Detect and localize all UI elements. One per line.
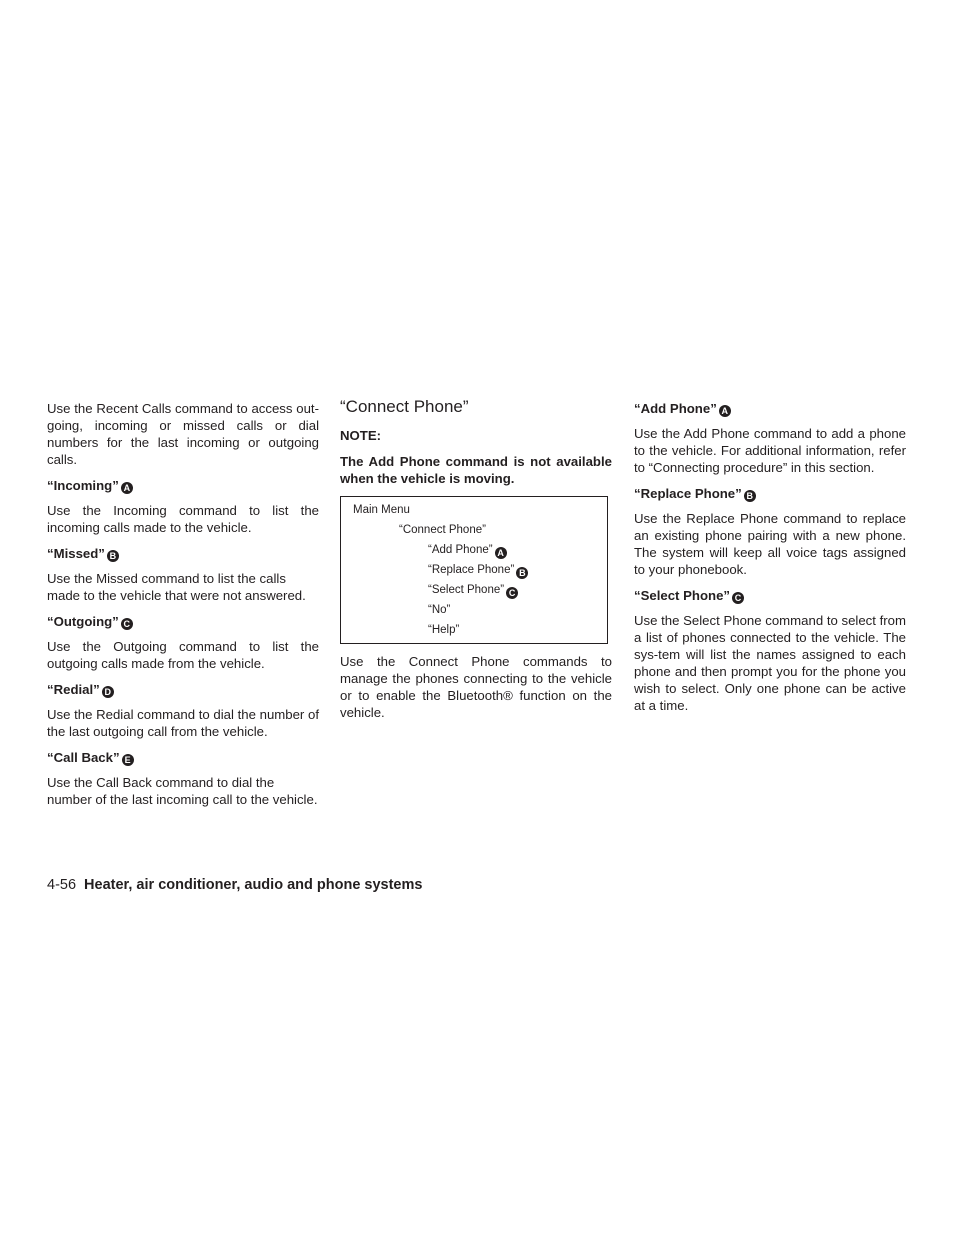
menu-root — [353, 504, 607, 517]
heading-add-phone — [634, 400, 906, 417]
heading-add-phone-text: “Add Phone” — [634, 401, 717, 416]
page-number: 4-56 — [47, 877, 77, 893]
heading-missed — [47, 545, 319, 562]
add-phone-body: Use the Add Phone command to add a phone to the vehicle. For additional information, refer to “Connecting procedure” in this section. — [634, 426, 906, 475]
note-label: NOTE: — [340, 428, 382, 443]
menu-item-no — [353, 604, 607, 617]
recent-calls-intro: Use the Recent Calls command to access out-going, incoming or missed calls or dial numbers for the last incoming or outgoing calls. — [47, 401, 319, 467]
callout-c-icon: C — [732, 592, 744, 604]
menu-item-label: “No” — [428, 604, 451, 616]
menu-item-label: “Help” — [428, 624, 460, 636]
heading-select-phone-text: “Select Phone” — [634, 588, 731, 603]
callout-e-icon: E — [122, 754, 134, 766]
column-recent-calls — [47, 400, 319, 817]
callout-c-icon: C — [506, 587, 518, 599]
redial-body: Use the Redial command to dial the number of the last outgoing call from the vehicle. — [47, 707, 319, 739]
heading-call-back — [47, 749, 319, 766]
heading-redial-text: “Redial” — [47, 682, 100, 697]
menu-sub — [353, 524, 607, 537]
heading-outgoing-text: “Outgoing” — [47, 614, 119, 629]
call-back-body: Use the Call Back command to dial the number of the last incoming call to the vehicle. — [47, 775, 318, 807]
callout-b-icon: B — [516, 567, 528, 579]
callout-b-icon: B — [107, 550, 119, 562]
heading-replace-phone — [634, 485, 906, 502]
heading-missed-text: “Missed” — [47, 546, 105, 561]
callout-b-icon: B — [744, 490, 756, 502]
callout-c-icon: C — [121, 618, 133, 630]
heading-incoming — [47, 477, 319, 494]
callout-a-icon: A — [495, 547, 507, 559]
column-connect-phone — [340, 397, 612, 730]
select-phone-body: Use the Select Phone command to select from a list of phones connected to the vehicle. The sys-tem will list the names assigned to each phone and then prompt you for the phone you wish to select. Only one phone can be active at a time. — [634, 613, 906, 713]
heading-select-phone — [634, 587, 906, 604]
replace-phone-body: Use the Replace Phone command to replace an existing phone pairing with a new phone. The system will keep all voice tags assigned to your phonebook. — [634, 511, 906, 577]
heading-call-back-text: “Call Back” — [47, 750, 120, 765]
heading-outgoing — [47, 613, 319, 630]
menu-item-replace-phone — [353, 564, 607, 577]
heading-replace-phone-text: “Replace Phone” — [634, 486, 742, 501]
menu-item-add-phone — [353, 544, 607, 557]
menu-item-help — [353, 624, 607, 637]
note-body: The Add Phone command is not available when the vehicle is moving. — [340, 454, 612, 486]
page-footer — [47, 877, 422, 893]
menu-root-label: Main Menu — [353, 504, 410, 516]
menu-item-label: “Replace Phone” — [428, 564, 515, 576]
menu-item-select-phone — [353, 584, 607, 597]
callout-a-icon: A — [719, 405, 731, 417]
heading-incoming-text: “Incoming” — [47, 478, 119, 493]
callout-a-icon: A — [121, 482, 133, 494]
section-title: “Connect Phone” — [340, 397, 469, 416]
heading-redial — [47, 681, 319, 698]
menu-item-label: “Add Phone” — [428, 544, 493, 556]
connect-phone-body: Use the Connect Phone commands to manage the phones connecting to the vehicle or to enable the Bluetooth® function on the vehicle. — [340, 654, 612, 720]
menu-sub-label: “Connect Phone” — [399, 524, 486, 536]
chapter-title: Heater, air conditioner, audio and phone systems — [84, 877, 423, 893]
voice-menu-tree — [340, 496, 608, 644]
menu-item-label: “Select Phone” — [428, 584, 505, 596]
missed-body: Use the Missed command to list the calls made to the vehicle that were not answered. — [47, 571, 306, 603]
outgoing-body: Use the Outgoing command to list the outgoing calls made from the vehicle. — [47, 639, 319, 671]
column-phone-commands — [634, 400, 906, 723]
incoming-body: Use the Incoming command to list the incoming calls made to the vehicle. — [47, 503, 319, 535]
callout-d-icon: D — [102, 686, 114, 698]
